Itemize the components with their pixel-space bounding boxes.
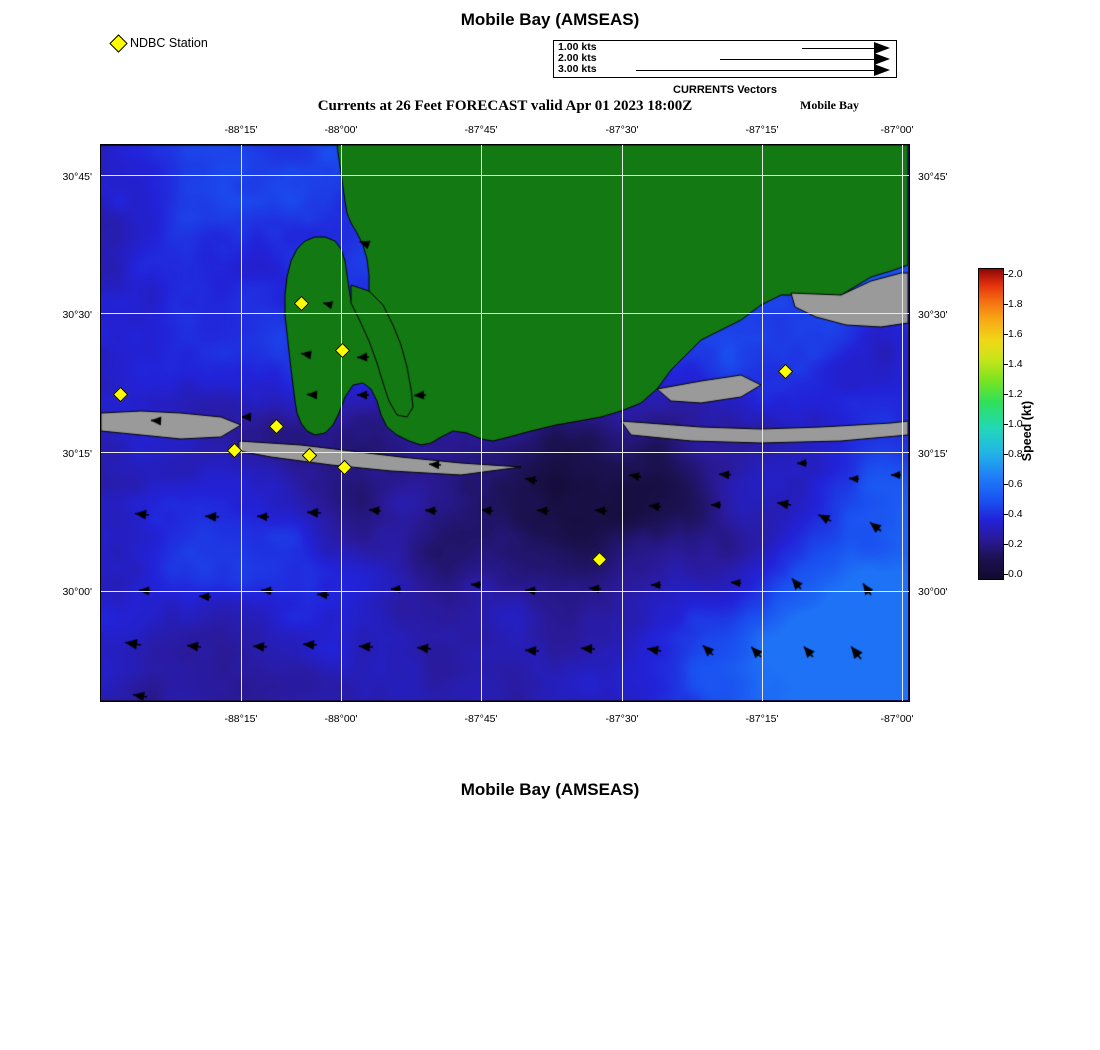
gridline-lat-3015 bbox=[101, 452, 909, 453]
vector-key-shaft-3 bbox=[636, 70, 874, 71]
axis-top-tick-3: -87°30' bbox=[605, 124, 639, 136]
ndbc-station-icon bbox=[109, 34, 127, 52]
axis-top-tick-2: -87°45' bbox=[464, 124, 498, 136]
gridline-lat-3045 bbox=[101, 175, 909, 176]
axis-bottom-tick-1: -88°00' bbox=[324, 713, 358, 725]
colorbar-tick-9: 0.2 bbox=[1008, 538, 1023, 550]
colorbar-tick-1: 1.8 bbox=[1008, 298, 1023, 310]
axis-right-tick-3: 30°00' bbox=[918, 586, 948, 598]
axis-top-tick-5: -87°00' bbox=[880, 124, 914, 136]
gridline-lon-8715 bbox=[762, 145, 763, 701]
colorbar-tick-2: 1.6 bbox=[1008, 328, 1023, 340]
gridline-lon-8800 bbox=[341, 145, 342, 701]
vector-key-arrowhead-3 bbox=[874, 64, 890, 76]
colorbar-tick-8: 0.4 bbox=[1008, 508, 1023, 520]
gridline-lon-8745 bbox=[481, 145, 482, 701]
vector-scale-key bbox=[553, 40, 897, 78]
axis-right-tick-1: 30°30' bbox=[918, 309, 948, 321]
axis-top-tick-4: -87°15' bbox=[745, 124, 779, 136]
axis-right-tick-2: 30°15' bbox=[918, 448, 948, 460]
axis-left-tick-2: 30°15' bbox=[62, 448, 92, 460]
axis-bottom-tick-0: -88°15' bbox=[224, 713, 258, 725]
axis-right-tick-0: 30°45' bbox=[918, 171, 948, 183]
vector-key-title: CURRENTS Vectors bbox=[673, 84, 777, 96]
axis-left-tick-3: 30°00' bbox=[62, 586, 92, 598]
colorbar-title: Speed (kt) bbox=[1020, 400, 1034, 462]
axis-top-tick-1: -88°00' bbox=[324, 124, 358, 136]
vector-key-label-2: 2.00 kts bbox=[558, 52, 597, 64]
forecast-subtitle: Currents at 26 Feet FORECAST valid Apr 01 2023 18:00Z bbox=[317, 98, 693, 114]
gridline-lat-3030 bbox=[101, 313, 909, 314]
ndbc-station-legend bbox=[112, 36, 208, 50]
vector-key-row-3 bbox=[554, 64, 898, 76]
axis-bottom-tick-5: -87°00' bbox=[880, 713, 914, 725]
vector-key-shaft-2 bbox=[720, 59, 874, 60]
colorbar-tick-5: 1.0 bbox=[1008, 418, 1023, 430]
colorbar-tick-4: 1.2 bbox=[1008, 388, 1023, 400]
axis-top-tick-0: -88°15' bbox=[224, 124, 258, 136]
map-raster-layer bbox=[101, 145, 908, 700]
gridline-lat-3000 bbox=[101, 591, 909, 592]
axis-left-tick-0: 30°45' bbox=[62, 171, 92, 183]
axis-left-tick-1: 30°30' bbox=[62, 309, 92, 321]
vector-key-label-1: 1.00 kts bbox=[558, 41, 597, 53]
vector-key-shaft-1 bbox=[802, 48, 874, 49]
map-plot-area[interactable] bbox=[100, 144, 910, 702]
gridline-lon-8730 bbox=[622, 145, 623, 701]
vector-key-label-3: 3.00 kts bbox=[558, 63, 597, 75]
region-label: Mobile Bay bbox=[800, 98, 859, 112]
page-title: Mobile Bay (AMSEAS) bbox=[460, 10, 640, 29]
gridline-lon-8815 bbox=[241, 145, 242, 701]
gridline-lon-8700 bbox=[902, 145, 903, 701]
axis-bottom-tick-2: -87°45' bbox=[464, 713, 498, 725]
colorbar-tick-6: 0.8 bbox=[1008, 448, 1023, 460]
ndbc-station-label: NDBC Station bbox=[130, 36, 208, 50]
colorbar-tick-10: 0.0 bbox=[1008, 568, 1023, 580]
colorbar-tick-0: 2.0 bbox=[1008, 268, 1023, 280]
footer-title: Mobile Bay (AMSEAS) bbox=[460, 780, 640, 799]
colorbar-tick-7: 0.6 bbox=[1008, 478, 1023, 490]
axis-bottom-tick-3: -87°30' bbox=[605, 713, 639, 725]
colorbar-gradient bbox=[978, 268, 1004, 580]
axis-bottom-tick-4: -87°15' bbox=[745, 713, 779, 725]
colorbar-tick-3: 1.4 bbox=[1008, 358, 1023, 370]
